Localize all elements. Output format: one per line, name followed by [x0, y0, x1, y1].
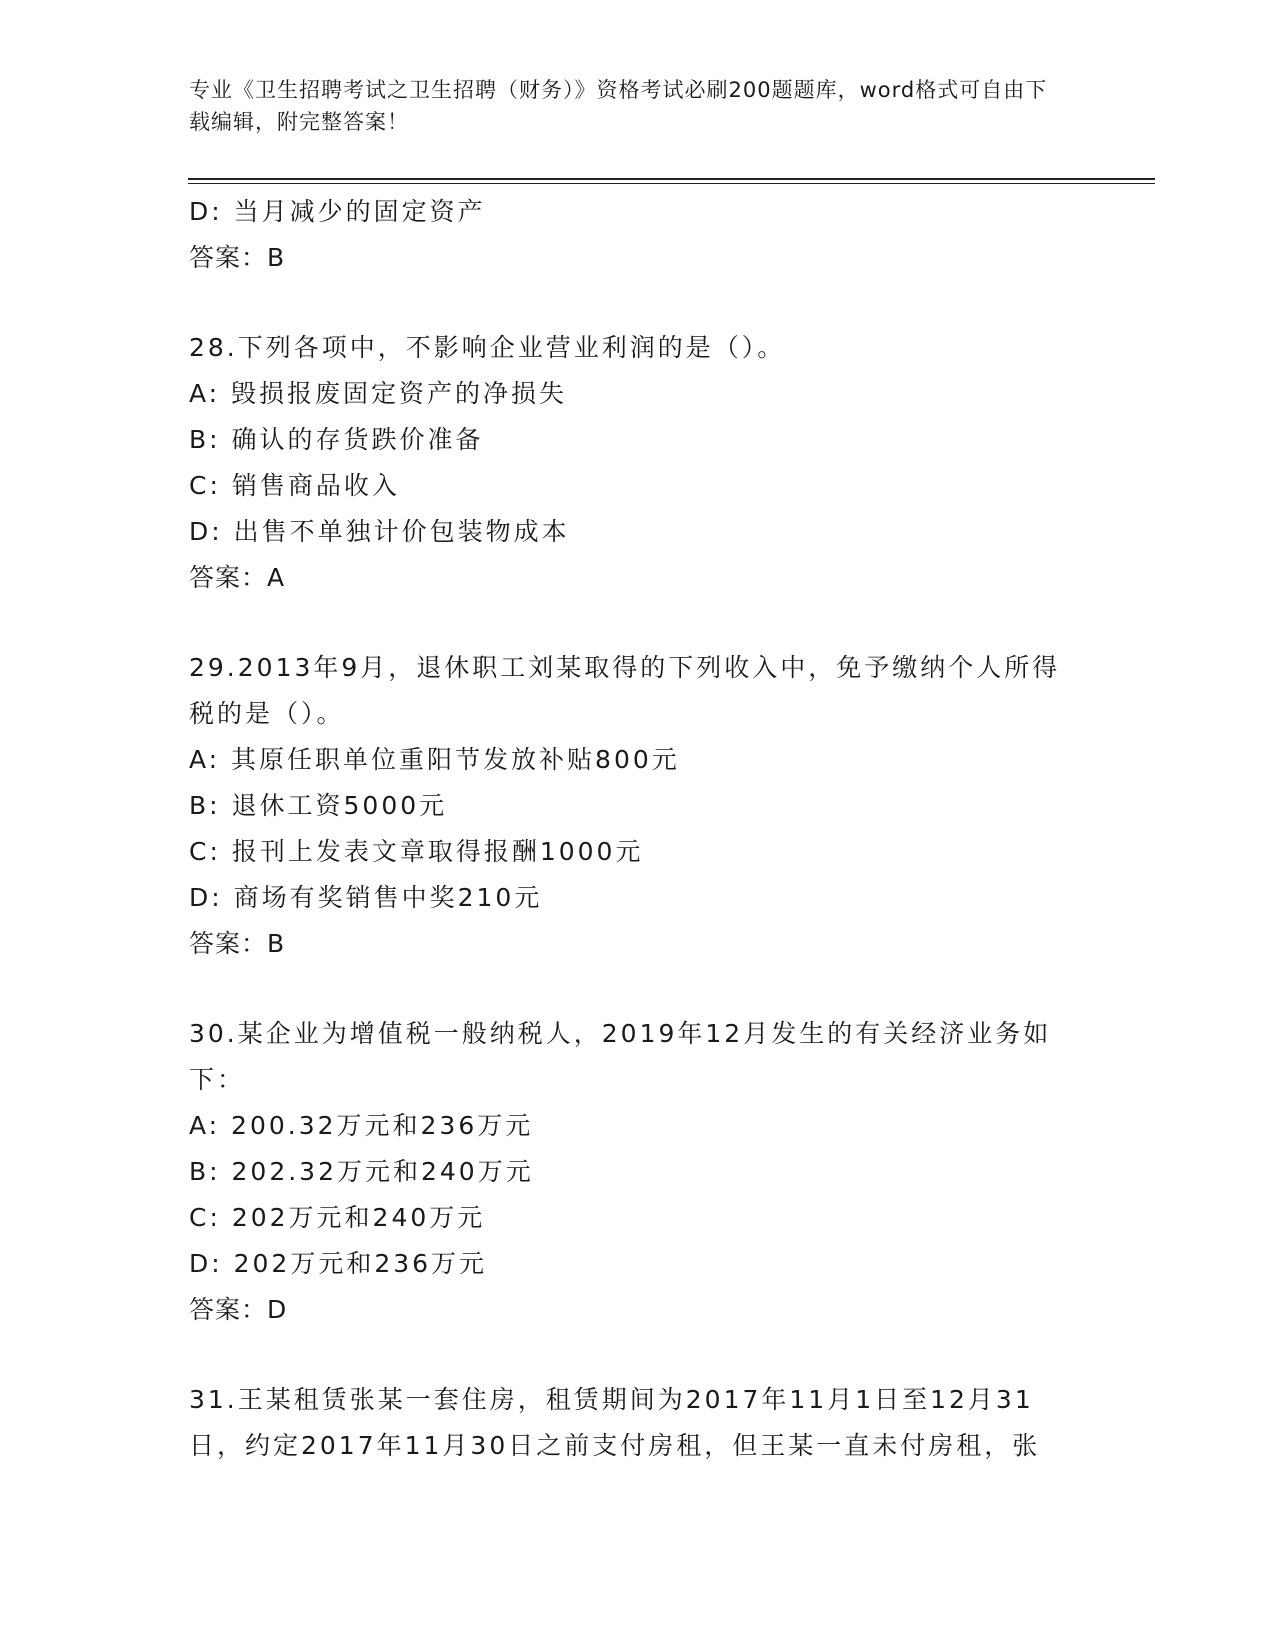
option-c: C: 销售商品收入: [189, 471, 400, 500]
question-stem: 28.下列各项中，不影响企业营业利润的是（）。: [189, 333, 786, 362]
option-a: A: 毁损报废固定资产的净损失: [189, 379, 568, 408]
option-a: A: 其原任职单位重阳节发放补贴800元: [189, 745, 680, 774]
question-list: [189, 189, 1089, 1469]
answer: 答案：B: [189, 929, 286, 958]
spacer: [189, 1333, 1089, 1377]
spacer: [189, 601, 1089, 645]
option-a: A: 200.32万元和236万元: [189, 1111, 534, 1140]
option-b: B: 退休工资5000元: [189, 791, 448, 820]
question-29: [189, 645, 1089, 967]
prev-answer: 答案：B: [189, 243, 286, 272]
question-stem-line-1: 29.2013年9月，退休职工刘某取得的下列收入中，免予缴纳个人所得: [189, 653, 1061, 682]
option-c: C: 报刊上发表文章取得报酬1000元: [189, 837, 644, 866]
option-d: D: 202万元和236万元: [189, 1249, 488, 1278]
option-b: B: 202.32万元和240万元: [189, 1157, 534, 1186]
option-c: C: 202万元和240万元: [189, 1203, 486, 1232]
option-d: D: 出售不单独计价包装物成本: [189, 517, 570, 546]
question-28: [189, 325, 1089, 601]
question-stem-line-2: 税的是（）。: [189, 699, 345, 728]
question-stem-line-2: 日，约定2017年11月30日之前支付房租，但王某一直未付房租，张: [189, 1431, 1041, 1460]
document-header: 专业《卫生招聘考试之卫生招聘（财务）》资格考试必刷200题题库，word格式可自由下载编辑，附完整答案！: [189, 78, 1048, 134]
answer: 答案：D: [189, 1295, 288, 1324]
header-divider-thin: [188, 183, 1155, 184]
prev-option-d: D: 当月减少的固定资产: [189, 197, 486, 226]
answer: 答案：A: [189, 563, 286, 592]
question-stem-line-2: 下：: [189, 1065, 246, 1094]
question-stem-line-1: 31.王某租赁张某一套住房，租赁期间为2017年11月1日至12月31: [189, 1385, 1034, 1414]
option-d: D: 商场有奖销售中奖210元: [189, 883, 543, 912]
question-31: [189, 1377, 1089, 1469]
question-stem-line-1: 30.某企业为增值税一般纳税人，2019年12月发生的有关经济业务如: [189, 1019, 1052, 1048]
header-divider-thick: [188, 178, 1155, 180]
spacer: [189, 281, 1089, 325]
option-b: B: 确认的存货跌价准备: [189, 425, 484, 454]
spacer: [189, 967, 1089, 1011]
question-30: [189, 1011, 1089, 1333]
